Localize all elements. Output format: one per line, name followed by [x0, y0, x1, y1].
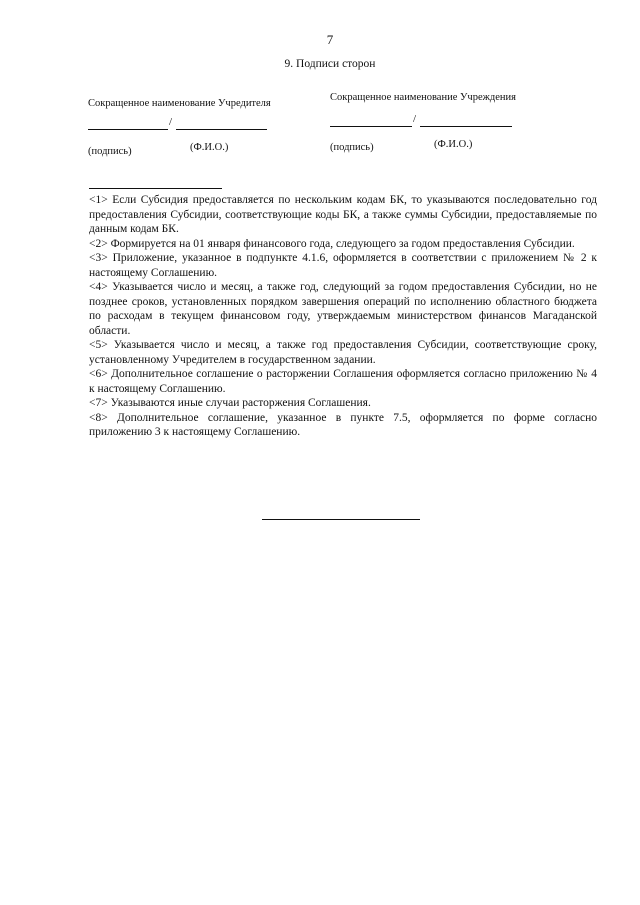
footnote-4: <4> Указывается число и месяц, а также год, следующий за годом предоставления Субсидии, но не позднее сроков, установленных порядком завершения операций по исполнению областного бюджета по расходам в текущем финансовом году, утверждаемым министерством финансов Магаданской области.: [89, 281, 597, 337]
institution-slash: /: [413, 113, 417, 125]
footnote-8: <8> Дополнительное соглашение, указанное в пункте 7.5, оформляется по форме согласно приложению 3 к настоящему Соглашению.: [89, 411, 597, 438]
institution-name-label: Сокращенное наименование Учреждения: [330, 92, 516, 103]
founder-signature-label: (подпись): [88, 146, 132, 157]
footnotes: [89, 193, 597, 440]
institution-signature-line: [330, 126, 412, 127]
footnote-2: <2> Формируется на 01 января финансового года, следующего за годом предоставления Субсидии.: [89, 237, 575, 250]
end-rule: [262, 519, 420, 520]
founder-fio-line: [176, 129, 267, 130]
footnote-7: <7> Указываются иные случаи расторжения Соглашения.: [89, 397, 371, 409]
footnote-5: <5> Указывается число и месяц, а также год предоставления Субсидии, соответствующие сроку, установленному Учредителем в государственном задании.: [89, 339, 597, 366]
founder-signature-line: [88, 129, 168, 130]
section-title: 9. Подписи сторон: [284, 58, 376, 70]
footnote-3: <3> Приложение, указанное в подпункте 4.1.6, оформляется в соответствии с приложением № 2 к настоящему Соглашению.: [89, 252, 597, 279]
founder-name-label: Сокращенное наименование Учредителя: [88, 98, 271, 109]
page-number: 7: [326, 32, 334, 47]
footnote-separator: [89, 188, 222, 189]
institution-fio-label: (Ф.И.О.): [434, 139, 473, 150]
founder-fio-label: (Ф.И.О.): [190, 142, 229, 153]
footnote-6: <6> Дополнительное соглашение о расторжении Соглашения оформляется согласно приложению № 4 к настоящему Соглашению.: [89, 368, 597, 395]
founder-slash: /: [169, 116, 173, 128]
institution-signature-label: (подпись): [330, 142, 374, 153]
institution-fio-line: [420, 126, 512, 127]
footnote-1: <1> Если Субсидия предоставляется по нескольким кодам БК, то указываются последовательно год предоставления Субсидии, соответствующие коды БК, а также суммы Субсидии, предоставляемые по данным кодам БК.: [89, 194, 597, 235]
